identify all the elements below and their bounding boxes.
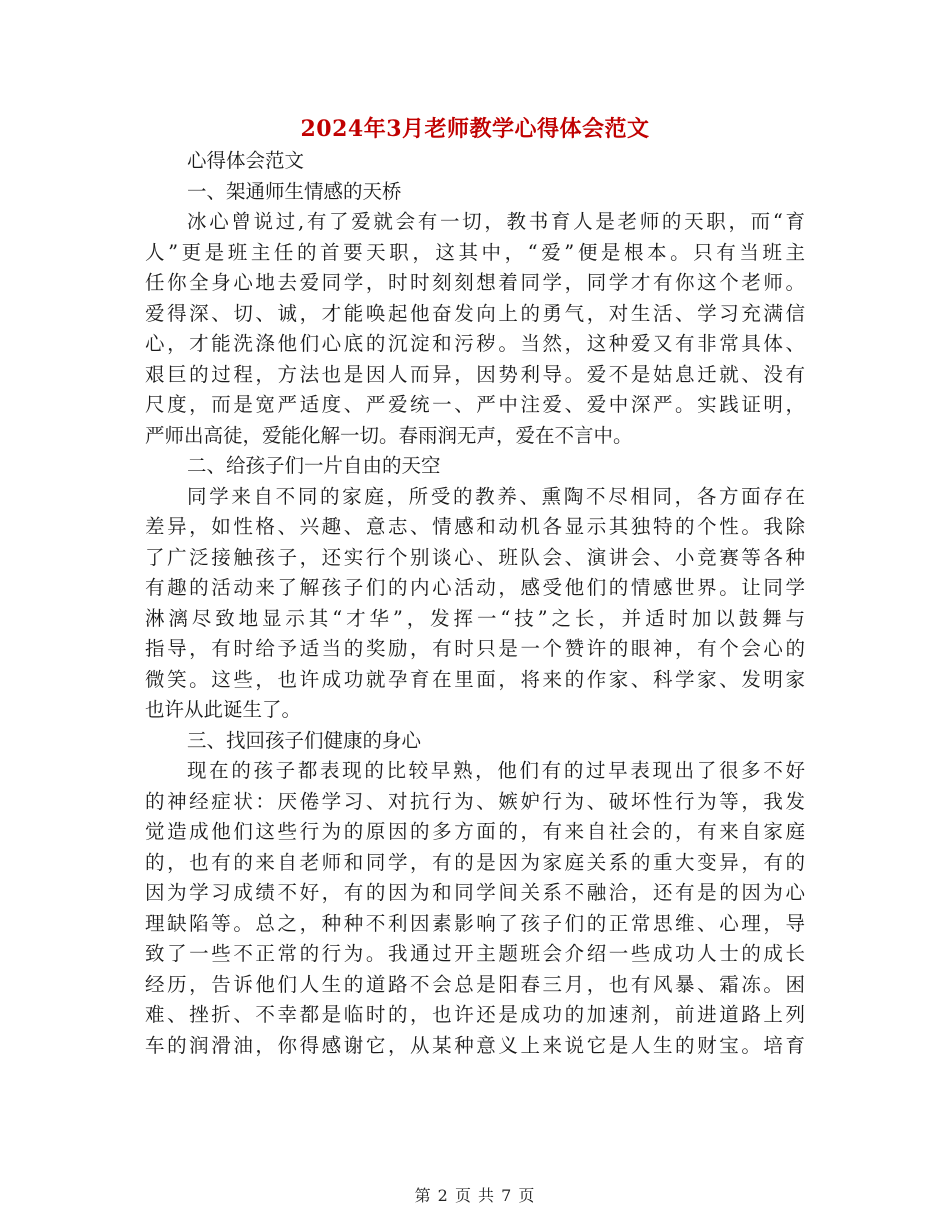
paragraph-line: 也许从此诞生了。 bbox=[145, 698, 302, 721]
paragraph-line: 心，才能洗涤他们心底的沉淀和污秽。当然，这种爱又有非常具体、 bbox=[145, 332, 805, 355]
paragraph-line: 觉造成他们这些行为的原因的多方面的，有来自社会的，有来自家庭 bbox=[145, 820, 805, 843]
paragraph-line: 差异，如性格、兴趣、意志、情感和动机各显示其独特的个性。我除 bbox=[145, 515, 805, 538]
paragraph-line: 了广泛接触孩子，还实行个别谈心、班队会、演讲会、小竞赛等各种 bbox=[145, 545, 805, 569]
page-number-footer: 第 2 页 共 7 页 bbox=[414, 1186, 536, 1205]
document-body bbox=[145, 146, 805, 1061]
paragraph-line: 难、挫折、不幸都是临时的，也许还是成功的加速剂，前进道路上列 bbox=[145, 1003, 805, 1026]
paragraph-line: 艰巨的过程，方法也是因人而异，因势利导。爱不是姑息迁就、没有 bbox=[145, 362, 805, 386]
document-title: 2024年3月老师教学心得体会范文 bbox=[300, 116, 650, 142]
paragraph-line: 淋漓尽致地显示其“才华”，发挥一“技”之长，并适时加以鼓舞与 bbox=[145, 606, 805, 630]
paragraph-line: 任你全身心地去爱同学，时时刻刻想着同学，同学才有你这个老师。 bbox=[145, 271, 805, 294]
section-heading: 三、找回孩子们健康的身心 bbox=[187, 728, 422, 752]
section-heading: 二、给孩子们一片自由的天空 bbox=[187, 454, 441, 477]
paragraph-line: 微笑。这些，也许成功就孕育在里面，将来的作家、科学家、发明家 bbox=[145, 667, 805, 691]
paragraph-line: 尺度，而是宽严适度、严爱统一、严中注爱、爱中深严。实践证明， bbox=[145, 393, 805, 416]
paragraph-line: 严师出高徒，爱能化解一切。春雨润无声，爱在不言中。 bbox=[145, 423, 633, 447]
paragraph-line: 致了一些不正常的行为。我通过开主题班会介绍一些成功人士的成长 bbox=[145, 942, 805, 965]
paragraph-line: 人”更是班主任的首要天职，这其中，“爱”便是根本。只有当班主 bbox=[145, 240, 805, 264]
paragraph-line: 的，也有的来自老师和同学，有的是因为家庭关系的重大变异，有的 bbox=[145, 850, 805, 874]
paragraph-line: 因为学习成绩不好，有的因为和同学间关系不融洽，还有是的因为心 bbox=[145, 881, 805, 904]
section-heading: 心得体会范文 bbox=[187, 149, 305, 172]
paragraph-line: 现在的孩子都表现的比较早熟，他们有的过早表现出了很多不好 bbox=[187, 759, 805, 782]
paragraph-line: 指导，有时给予适当的奖励，有时只是一个赞许的眼神，有个会心的 bbox=[145, 637, 805, 660]
paragraph-line: 同学来自不同的家庭，所受的教养、熏陶不尽相同，各方面存在 bbox=[187, 484, 805, 508]
paragraph-line: 经历，告诉他们人生的道路不会总是阳春三月，也有风暴、霜冻。困 bbox=[145, 972, 805, 996]
paragraph-line: 冰心曾说过,有了爱就会有一切，教书育人是老师的天职，而“育 bbox=[187, 210, 805, 233]
paragraph-line: 有趣的活动来了解孩子们的内心活动，感受他们的情感世界。让同学 bbox=[145, 576, 805, 599]
paragraph-line: 爱得深、切、诚，才能唤起他奋发向上的勇气，对生活、学习充满信 bbox=[145, 301, 805, 325]
paragraph-line: 车的润滑油，你得感谢它，从某种意义上来说它是人生的财宝。培育 bbox=[145, 1033, 805, 1057]
paragraph-line: 理缺陷等。总之，种种不利因素影响了孩子们的正常思维、心理，导 bbox=[145, 911, 805, 935]
paragraph-line: 的神经症状：厌倦学习、对抗行为、嫉妒行为、破坏性行为等，我发 bbox=[145, 789, 805, 813]
section-heading: 一、架通师生情感的天桥 bbox=[187, 179, 402, 203]
